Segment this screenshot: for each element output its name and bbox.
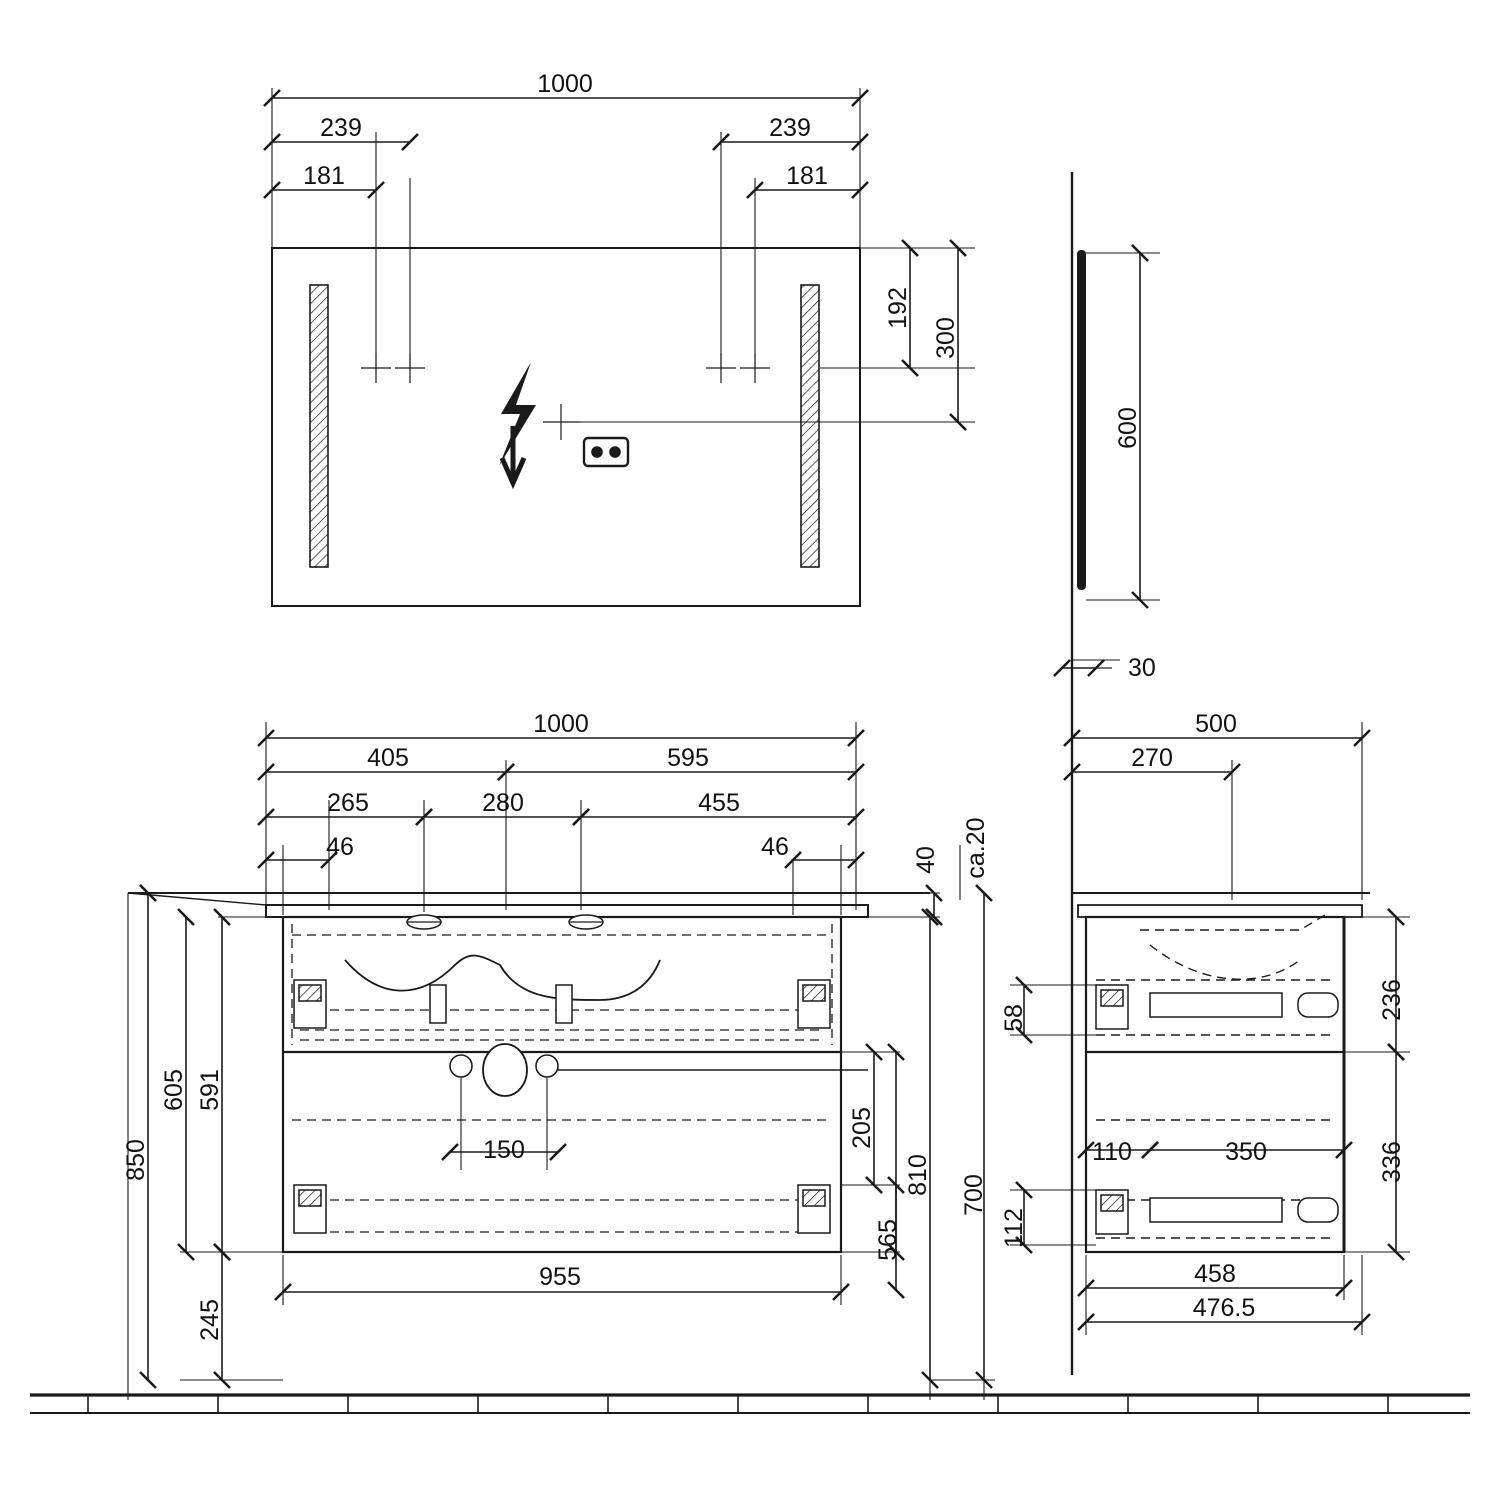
- label-150: 150: [483, 1136, 525, 1164]
- label-110: 110: [1092, 1138, 1132, 1166]
- mirror-side-profile: [1077, 250, 1086, 590]
- label-955: 955: [539, 1263, 581, 1291]
- label-40: 40: [912, 846, 940, 874]
- label-led-outer-left: 239: [320, 114, 362, 142]
- label-270: 270: [1131, 744, 1173, 772]
- label-476-5: 476.5: [1192, 1294, 1256, 1322]
- label-112: 112: [1000, 1208, 1028, 1248]
- label-led-outer-right: 239: [769, 114, 811, 142]
- label-mirror-width: 1000: [537, 70, 593, 98]
- label-30: 30: [1128, 654, 1156, 682]
- led-strip-right: [801, 285, 819, 567]
- led-strip-left: [310, 285, 328, 567]
- label-led-inner-right: 181: [786, 162, 828, 190]
- label-500: 500: [1195, 710, 1237, 738]
- label-605: 605: [160, 1069, 188, 1111]
- label-850: 850: [122, 1139, 150, 1181]
- label-458: 458: [1194, 1260, 1236, 1288]
- label-700: 700: [960, 1174, 988, 1216]
- label-600: 600: [1114, 407, 1142, 449]
- label-300: 300: [932, 317, 960, 359]
- label-245: 245: [196, 1299, 224, 1341]
- label-236: 236: [1378, 979, 1406, 1021]
- label-46-right: 46: [761, 833, 789, 861]
- label-595: 595: [667, 744, 709, 772]
- label-810: 810: [904, 1154, 932, 1196]
- label-46-left: 46: [326, 833, 354, 861]
- vanity-front-view: [128, 722, 995, 1400]
- label-58: 58: [1000, 1004, 1028, 1032]
- label-led-inner-left: 181: [303, 162, 345, 190]
- mirror-front-view: [272, 88, 975, 606]
- label-192: 192: [884, 287, 912, 329]
- label-405: 405: [367, 744, 409, 772]
- label-350: 350: [1225, 1138, 1267, 1166]
- vanity-side-view: [1010, 722, 1410, 1335]
- floor-line: [30, 1380, 1470, 1413]
- label-455: 455: [698, 789, 740, 817]
- cabinet-body: [283, 917, 841, 1252]
- label-280: 280: [482, 789, 524, 817]
- label-205: 205: [848, 1107, 876, 1149]
- label-265: 265: [327, 789, 369, 817]
- label-vanity-width: 1000: [533, 710, 589, 738]
- label-ca20: ca.20: [962, 817, 990, 879]
- label-565: 565: [874, 1219, 902, 1261]
- label-336: 336: [1378, 1141, 1406, 1183]
- socket-icon: [584, 438, 628, 466]
- label-591: 591: [196, 1069, 224, 1111]
